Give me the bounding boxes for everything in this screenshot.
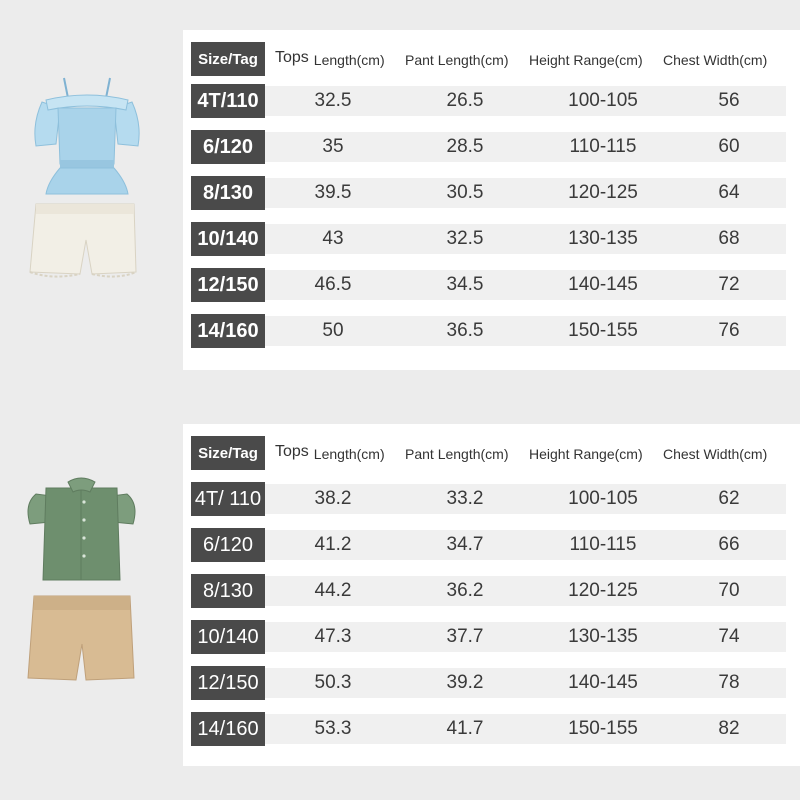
size-tag-cell: 8/130 xyxy=(191,574,265,608)
table-row xyxy=(191,622,786,652)
height-range-cell: 150-155 xyxy=(568,718,638,739)
size-tag-cell: 8/130 xyxy=(191,176,265,210)
height-range-cell: 140-145 xyxy=(568,672,638,693)
height-range-cell: 100-105 xyxy=(568,90,638,111)
tops-length-cell: 50.3 xyxy=(314,672,352,693)
size-tag-cell: 10/140 xyxy=(191,222,265,256)
tops-length-cell: 39.5 xyxy=(314,182,352,203)
table-row xyxy=(191,316,786,346)
pant-length-cell: 34.5 xyxy=(446,274,484,295)
table-header xyxy=(183,42,800,78)
table-row xyxy=(191,668,786,698)
chest-width-cell: 78 xyxy=(718,672,740,693)
header-length: Length(cm) xyxy=(313,446,385,462)
header-tops: Tops xyxy=(275,443,309,460)
header-height-range: Height Range(cm) xyxy=(529,446,643,462)
height-range-cell: 140-145 xyxy=(568,274,638,295)
table-row xyxy=(191,270,786,300)
green-top-tan-shorts-image xyxy=(24,474,139,686)
size-tag-cell: 4T/ 110 xyxy=(191,482,265,516)
pant-length-cell: 30.5 xyxy=(446,182,484,203)
chest-width-cell: 64 xyxy=(718,182,740,203)
header-length: Length(cm) xyxy=(313,52,385,68)
header-size-tag: Size/Tag xyxy=(191,42,265,76)
tops-length-cell: 32.5 xyxy=(314,90,352,111)
chest-width-cell: 68 xyxy=(718,228,740,249)
pant-length-cell: 32.5 xyxy=(446,228,484,249)
table-header xyxy=(183,436,800,472)
pant-length-cell: 41.7 xyxy=(446,718,484,739)
pant-length-cell: 36.5 xyxy=(446,320,484,341)
table-row xyxy=(191,530,786,560)
chest-width-cell: 76 xyxy=(718,320,740,341)
tops-length-cell: 43 xyxy=(322,228,344,249)
chest-width-cell: 70 xyxy=(718,580,740,601)
height-range-cell: 130-135 xyxy=(568,228,638,249)
size-tag-cell: 14/160 xyxy=(191,712,265,746)
size-tag-cell: 6/120 xyxy=(191,528,265,562)
size-tag-cell: 4T/110 xyxy=(191,84,265,118)
tops-length-cell: 50 xyxy=(322,320,344,341)
header-height-range: Height Range(cm) xyxy=(529,52,643,68)
chest-width-cell: 82 xyxy=(718,718,740,739)
header-pant-length: Pant Length(cm) xyxy=(405,52,509,68)
tops-length-cell: 46.5 xyxy=(314,274,352,295)
height-range-cell: 120-125 xyxy=(568,580,638,601)
header-size-tag: Size/Tag xyxy=(191,436,265,470)
header-pant-length: Pant Length(cm) xyxy=(405,446,509,462)
size-tag-cell: 12/150 xyxy=(191,666,265,700)
table-row xyxy=(191,132,786,162)
table-row xyxy=(191,484,786,514)
chest-width-cell: 66 xyxy=(718,534,740,555)
chest-width-cell: 56 xyxy=(718,90,740,111)
size-chart-table-2 xyxy=(183,424,800,766)
size-tag-cell: 14/160 xyxy=(191,314,265,348)
table-row xyxy=(191,86,786,116)
header-tops-length xyxy=(275,440,401,468)
header-tops: Tops xyxy=(275,49,309,66)
size-tag-cell: 10/140 xyxy=(191,620,265,654)
tops-length-cell: 44.2 xyxy=(314,580,352,601)
header-tops-length xyxy=(275,46,401,74)
height-range-cell: 110-115 xyxy=(569,534,637,555)
tops-length-cell: 41.2 xyxy=(314,534,352,555)
chest-width-cell: 62 xyxy=(718,488,740,509)
height-range-cell: 150-155 xyxy=(568,320,638,341)
chest-width-cell: 60 xyxy=(718,136,740,157)
pant-length-cell: 34.7 xyxy=(446,534,484,555)
pant-length-cell: 37.7 xyxy=(446,626,484,647)
size-tag-cell: 12/150 xyxy=(191,268,265,302)
tops-length-cell: 53.3 xyxy=(314,718,352,739)
height-range-cell: 120-125 xyxy=(568,182,638,203)
chest-width-cell: 74 xyxy=(718,626,740,647)
height-range-cell: 130-135 xyxy=(568,626,638,647)
height-range-cell: 110-115 xyxy=(569,136,637,157)
pant-length-cell: 36.2 xyxy=(446,580,484,601)
table-row xyxy=(191,178,786,208)
table-row xyxy=(191,224,786,254)
size-chart-table-1 xyxy=(183,30,800,370)
pant-length-cell: 39.2 xyxy=(446,672,484,693)
tops-length-cell: 47.3 xyxy=(314,626,352,647)
header-chest-width: Chest Width(cm) xyxy=(663,446,768,462)
pant-length-cell: 33.2 xyxy=(446,488,484,509)
pant-length-cell: 26.5 xyxy=(446,90,484,111)
size-tag-cell: 6/120 xyxy=(191,130,265,164)
tops-length-cell: 38.2 xyxy=(314,488,352,509)
table-row xyxy=(191,714,786,744)
tops-length-cell: 35 xyxy=(322,136,344,157)
height-range-cell: 100-105 xyxy=(568,488,638,509)
chest-width-cell: 72 xyxy=(718,274,740,295)
header-chest-width: Chest Width(cm) xyxy=(663,52,768,68)
pant-length-cell: 28.5 xyxy=(446,136,484,157)
blue-top-white-shorts-image xyxy=(22,74,152,286)
table-row xyxy=(191,576,786,606)
